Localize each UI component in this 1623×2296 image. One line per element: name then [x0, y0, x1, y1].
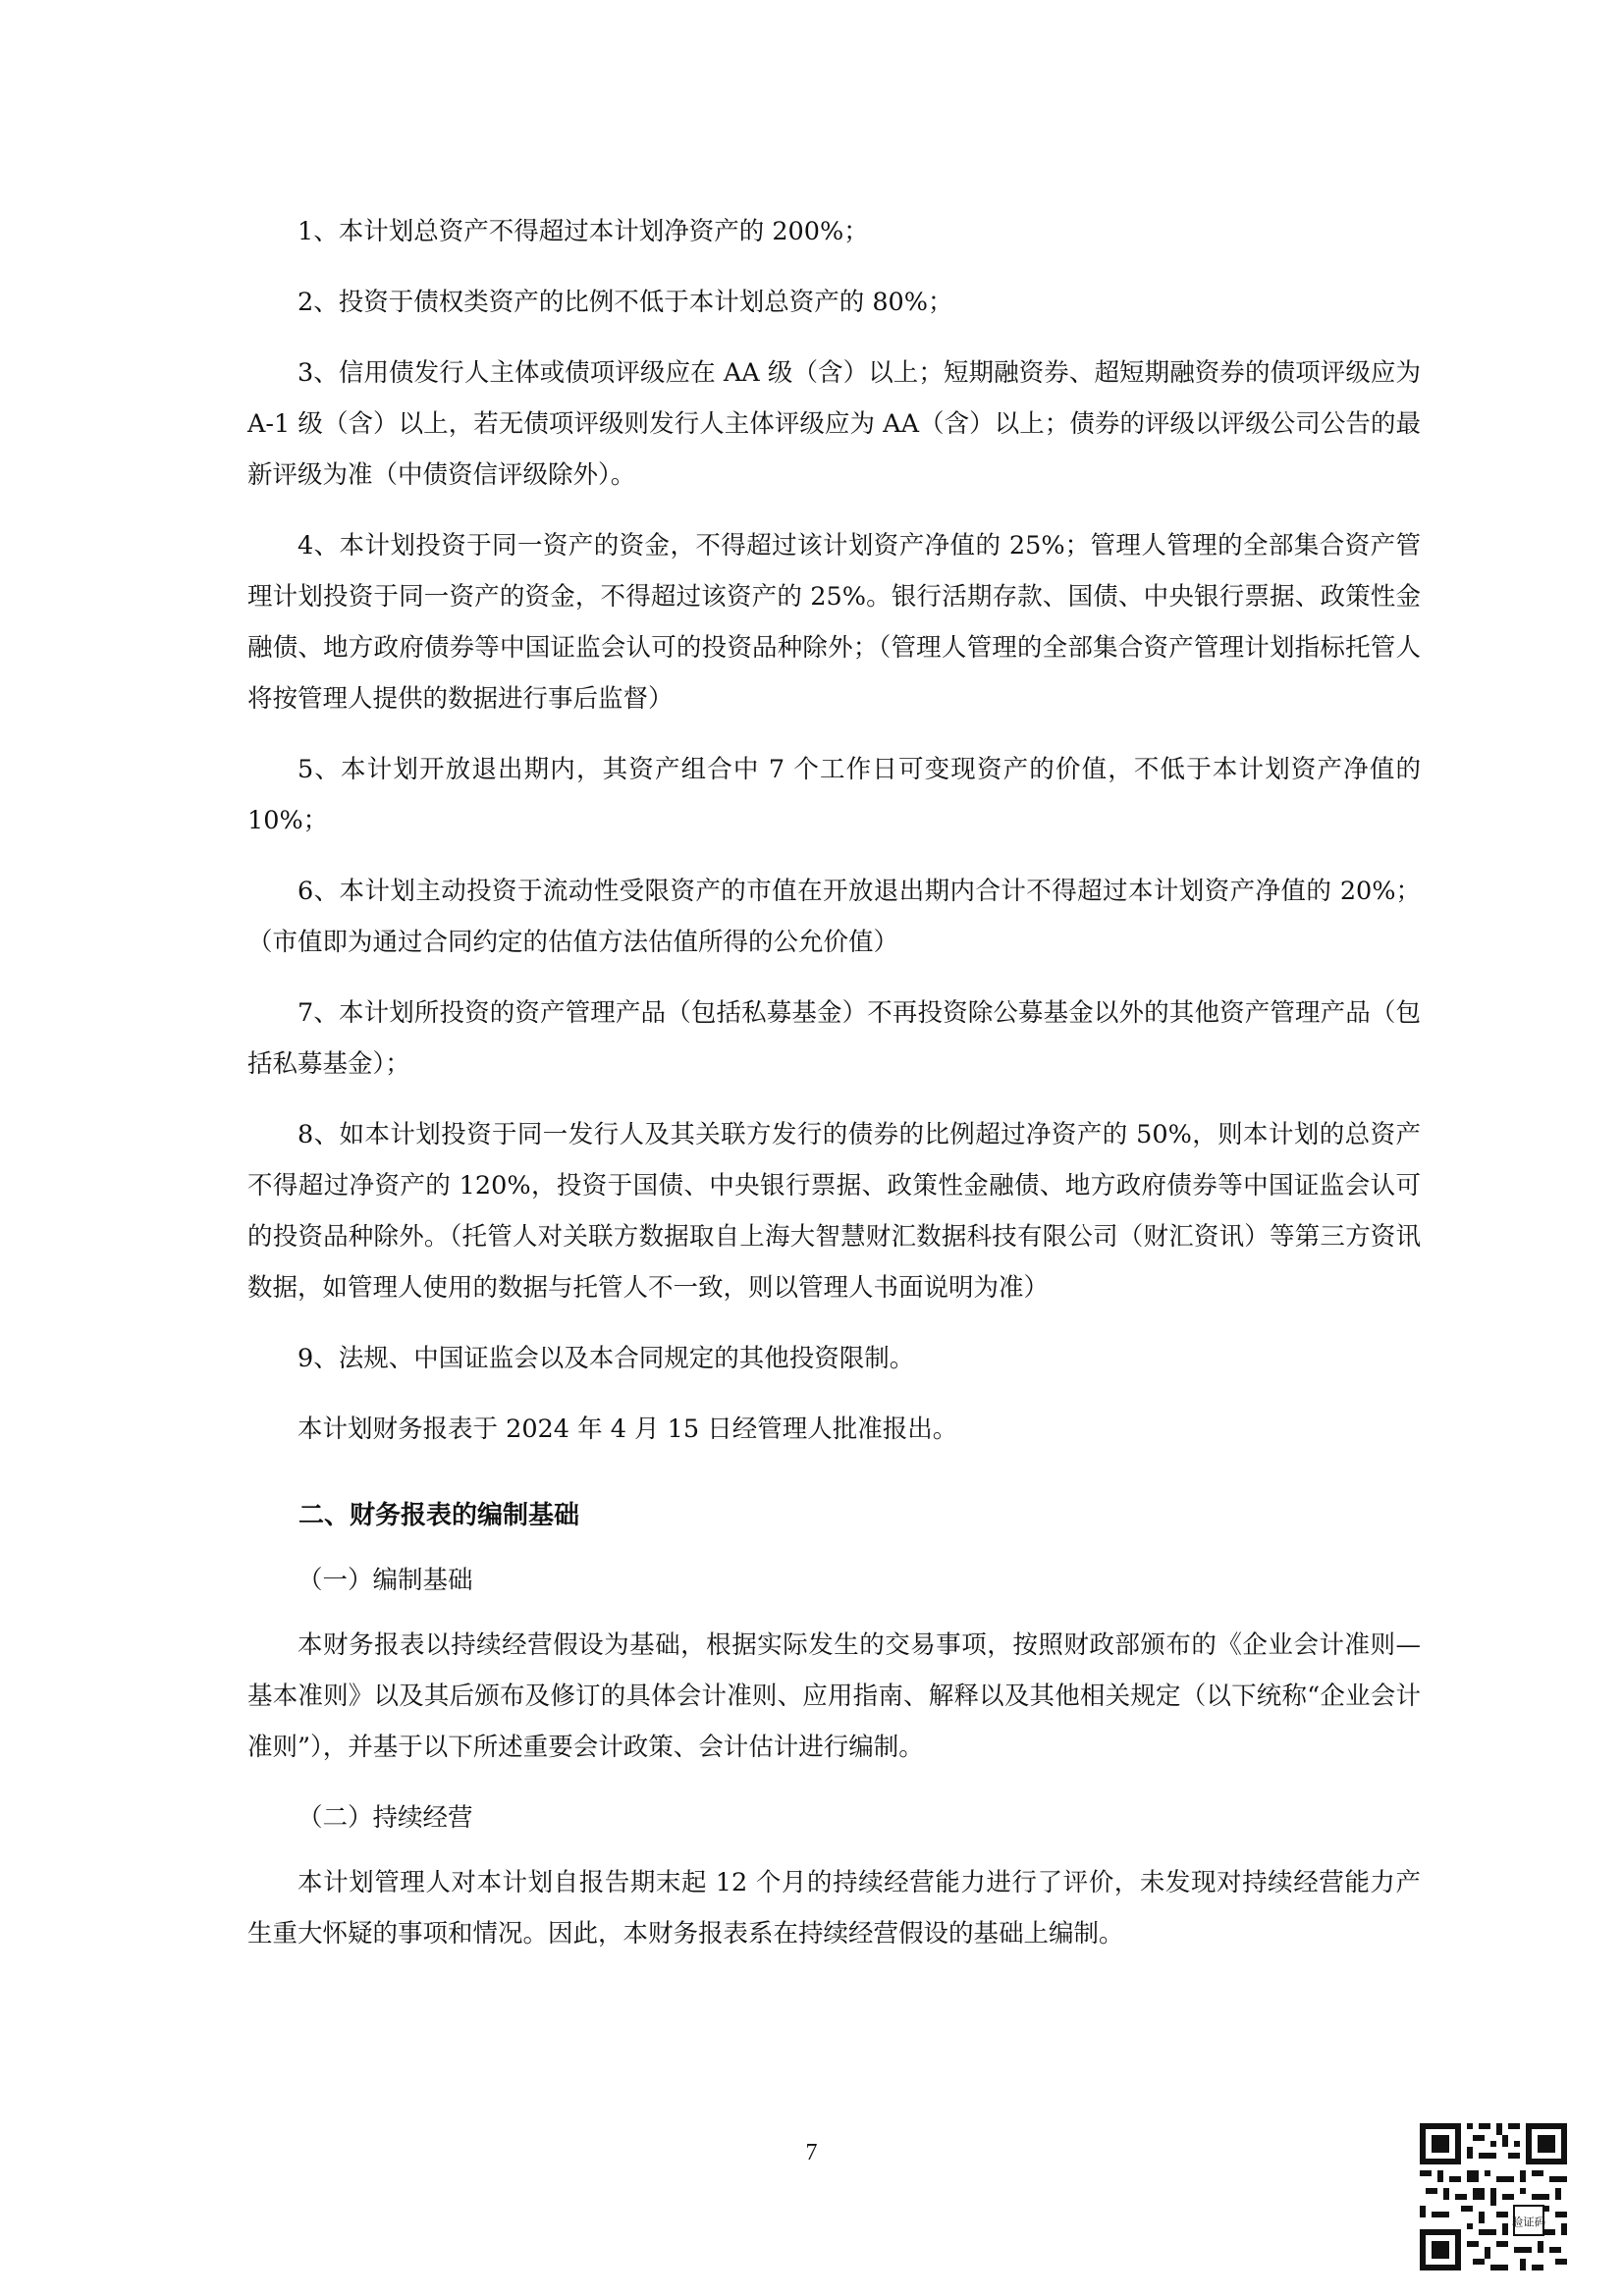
restriction-item-5: 5、本计划开放退出期内，其资产组合中 7 个工作日可变现资产的价值，不低于本计划资产净值的 10%； — [247, 755, 1421, 835]
qr-caption: 验证码 — [1511, 2215, 1546, 2229]
restriction-item-7: 7、本计划所投资的资产管理产品（包括私募基金）不再投资除公募基金以外的其他资产管理产品（包括私募基金）； — [247, 998, 1421, 1079]
restriction-item-8: 8、如本计划投资于同一发行人及其关联方发行的债券的比例超过净资产的 50%，则本计划的总资产不得超过净资产的 120%，投资于国债、中央银行票据、政策性金融债、地方政府债券等中国证监会认可的投资品种除外。（托管人对关联方数据取自上海大智慧财汇数据科技有限公司（财汇资讯）等第三方资讯数据，如管理人使用的数据与托管人不一致，则以管理人书面说明为准） — [247, 1120, 1421, 1303]
subsection-heading-going-concern: （二）持续经营 — [298, 1803, 473, 1833]
approval-statement: 本计划财务报表于 2024 年 4 月 15 日经管理人批准报出。 — [298, 1415, 958, 1444]
restriction-item-9: 9、法规、中国证监会以及本合同规定的其他投资限制。 — [298, 1344, 915, 1373]
restriction-item-3: 3、信用债发行人主体或债项评级应在 AA 级（含）以上；短期融资券、超短期融资券的债项评级应为 A-1 级（含）以上，若无债项评级则发行人主体评级应为 AA（含）以上；债券的评级以评级公司公告的最新评级为准（中债资信评级除外）。 — [247, 358, 1421, 490]
verification-qr-code-icon — [1420, 2123, 1567, 2270]
section-heading-preparation-basis: 二、财务报表的编制基础 — [298, 1501, 580, 1530]
going-concern-paragraph: 本计划管理人对本计划自报告期末起 12 个月的持续经营能力进行了评价，未发现对持续经营能力产生重大怀疑的事项和情况。因此，本财务报表系在持续经营假设的基础上编制。 — [247, 1868, 1421, 1949]
restriction-item-2: 2、投资于债权类资产的比例不低于本计划总资产的 80%； — [298, 288, 953, 317]
page-number: 7 — [805, 2140, 818, 2165]
basis-paragraph: 本财务报表以持续经营假设为基础，根据实际发生的交易事项，按照财政部颁布的《企业会计准则—基本准则》以及其后颁布及修订的具体会计准则、应用指南、解释以及其他相关规定（以下统称“企业会计准则”），并基于以下所述重要会计政策、会计估计进行编制。 — [247, 1630, 1421, 1762]
page-body — [247, 206, 1421, 1979]
restriction-item-4: 4、本计划投资于同一资产的资金，不得超过该计划资产净值的 25%；管理人管理的全部集合资产管理计划投资于同一资产的资金，不得超过该资产的 25%。银行活期存款、国债、中央银行票据、政策性金融债、地方政府债券等中国证监会认可的投资品种除外；（管理人管理的全部集合资产管理计划指标托管人将按管理人提供的数据进行事后监督） — [247, 531, 1421, 714]
restriction-item-6: 6、本计划主动投资于流动性受限资产的市值在开放退出期内合计不得超过本计划资产净值的 20%；（市值即为通过合同约定的估值方法估值所得的公允价值） — [247, 877, 1421, 957]
restriction-item-1: 1、本计划总资产不得超过本计划净资产的 200%； — [298, 217, 869, 246]
subsection-heading-basis: （一）编制基础 — [298, 1566, 473, 1595]
